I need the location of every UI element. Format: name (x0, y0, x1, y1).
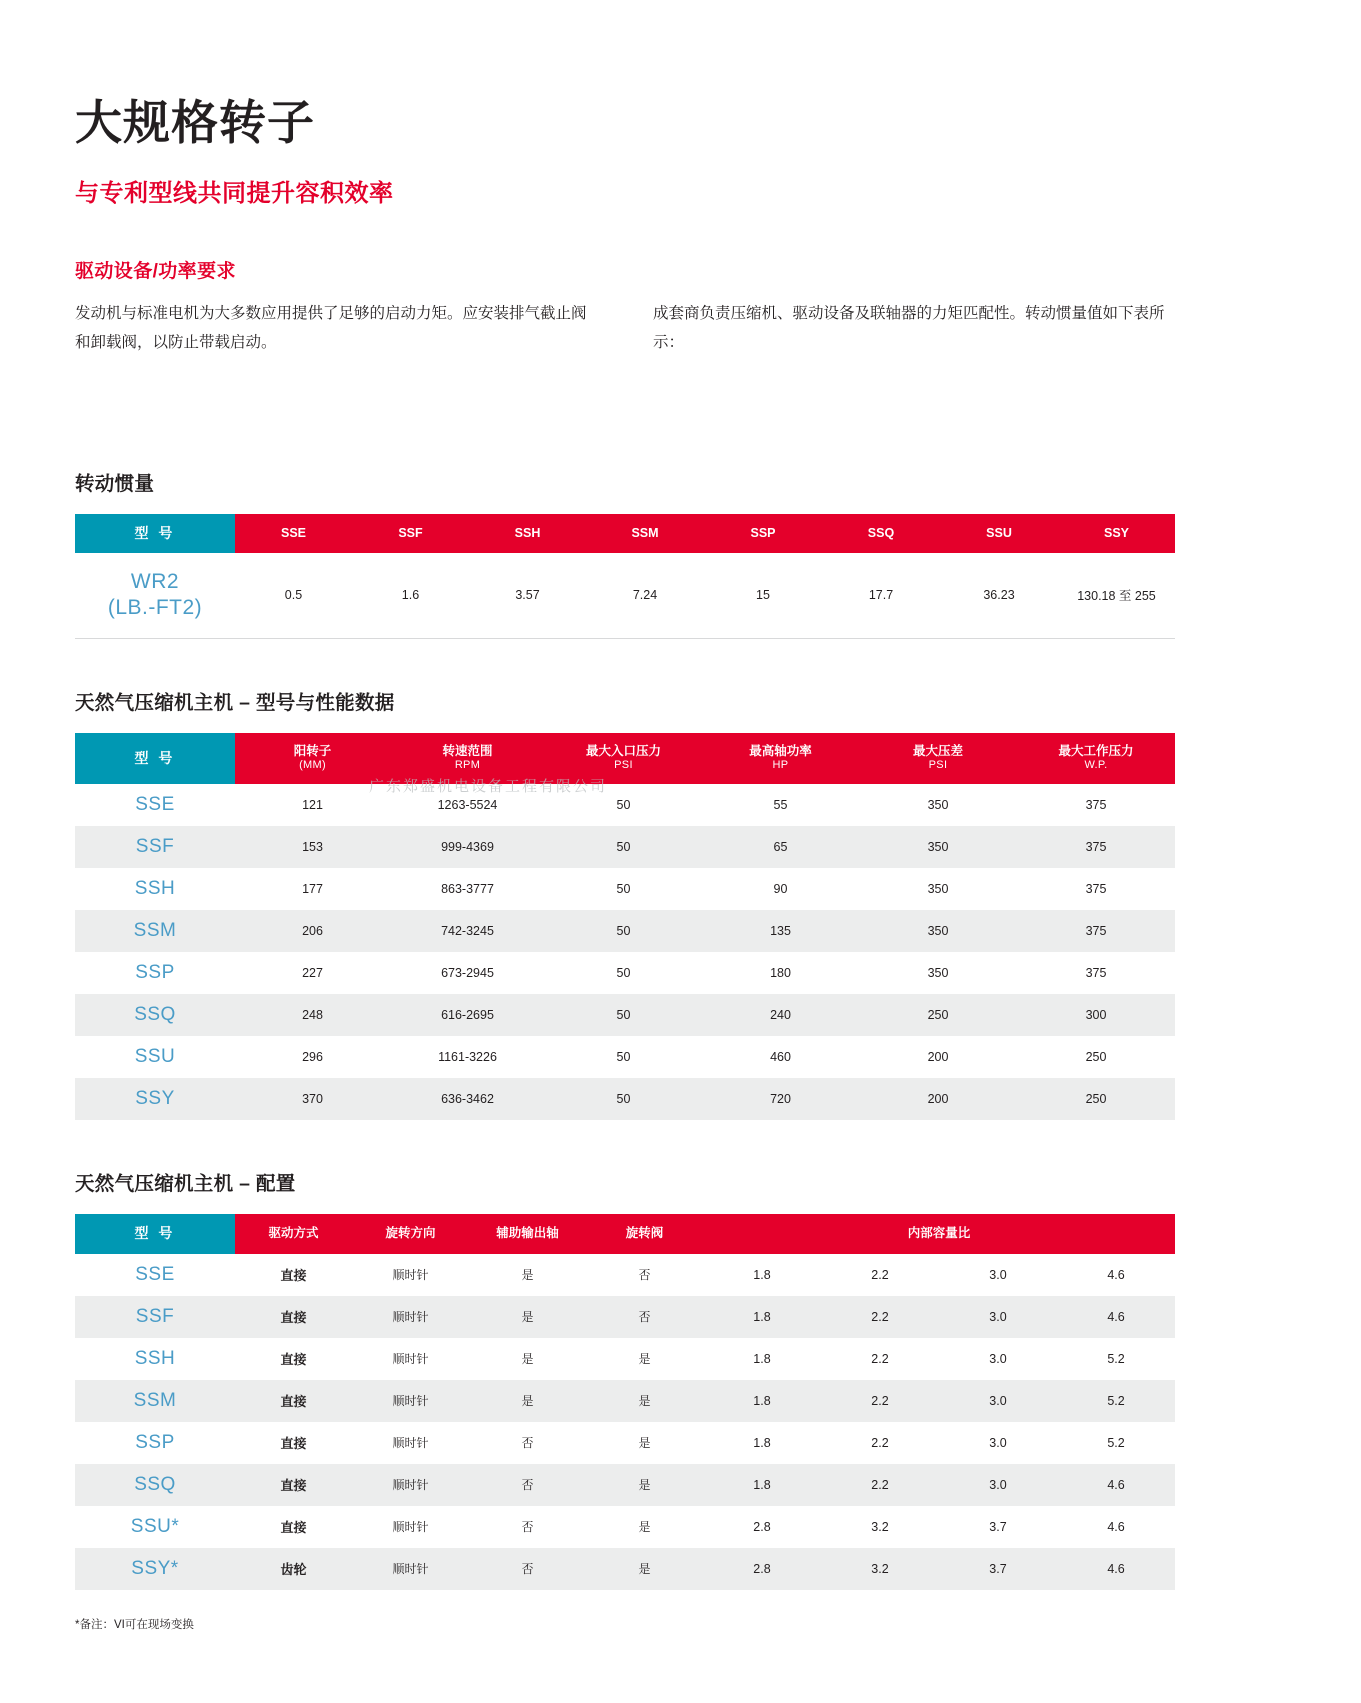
performance-header-model: 型 号 (75, 733, 235, 784)
performance-header-dp-main: 最大压差 (912, 743, 963, 758)
performance-cell-speed: 673-2945 (441, 966, 494, 981)
table-row (75, 784, 1175, 826)
config-cell-rotation: 顺时针 (392, 1268, 429, 1283)
page-title: 大规格转子 (75, 96, 315, 149)
config-cell-vi-4: 5.2 (1057, 1380, 1175, 1422)
config-cell-vi-4: 4.6 (1107, 1519, 1125, 1534)
performance-header-inlet-main: 最大入口压力 (585, 743, 661, 758)
performance-cell-power: 460 (770, 1050, 791, 1065)
performance-header-rotor (235, 733, 390, 784)
performance-cell-inlet: 50 (545, 910, 702, 952)
inertia-header-ssf: SSF (352, 514, 469, 554)
paragraph-left: 发动机与标准电机为大多数应用提供了足够的启动力矩。应安装排气截止阀和卸载阀，以防止带载启动。 (75, 305, 587, 352)
performance-cell-rotor: 370 (235, 1078, 390, 1120)
inertia-row-label-line1: WR2 (130, 570, 180, 594)
table-row (75, 1338, 1175, 1380)
performance-cell-power: 135 (702, 910, 859, 952)
config-cell-vi-3: 3.0 (989, 1435, 1007, 1450)
config-cell-rotation: 顺时针 (352, 1464, 469, 1506)
config-cell-vi-3: 3.0 (939, 1296, 1057, 1338)
config-cell-rotation: 顺时针 (392, 1352, 429, 1367)
performance-header-power-main: 最高轴功率 (749, 743, 812, 758)
inertia-table (75, 514, 1175, 639)
table-row (75, 994, 1175, 1036)
config-model: SSP (135, 1431, 175, 1453)
config-cell-drive: 直接 (280, 1436, 307, 1452)
performance-model: SSE (135, 794, 175, 816)
performance-model: SSF (75, 826, 235, 868)
performance-cell-dp: 200 (859, 1078, 1017, 1120)
inertia-header-ssy: SSY (1058, 514, 1175, 554)
table-row (75, 1036, 1175, 1078)
table-row (75, 553, 1175, 638)
config-cell-aux-shaft: 是 (469, 1296, 586, 1338)
intro-paragraphs (75, 283, 1175, 357)
config-cell-vi-3: 3.0 (939, 1380, 1057, 1422)
config-cell-drive: 直接 (235, 1296, 352, 1338)
config-cell-aux-shaft: 是 (521, 1268, 534, 1283)
config-cell-vi-2: 3.2 (871, 1519, 889, 1534)
inertia-row-label (75, 553, 235, 638)
config-cell-drive: 直接 (235, 1464, 352, 1506)
performance-cell-power: 90 (773, 882, 788, 897)
inertia-header-sse: SSE (235, 514, 352, 554)
performance-cell-wp: 375 (1017, 910, 1175, 952)
performance-cell-dp: 250 (859, 994, 1017, 1036)
performance-cell-power: 180 (770, 966, 791, 981)
config-cell-rotation: 顺时针 (352, 1548, 469, 1590)
performance-cell-power: 65 (702, 826, 859, 868)
config-cell-vi-1: 1.8 (753, 1435, 771, 1450)
config-cell-vi-1: 1.8 (703, 1296, 821, 1338)
performance-model: SSU (134, 1046, 176, 1068)
config-cell-vi-4: 4.6 (1057, 1464, 1175, 1506)
config-cell-vi-4: 4.6 (1057, 1296, 1175, 1338)
config-model: SSH (134, 1347, 176, 1369)
performance-cell-rotor: 153 (235, 826, 390, 868)
performance-cell-speed: 616-2695 (390, 994, 545, 1036)
config-model: SSE (135, 1263, 175, 1285)
performance-cell-inlet: 50 (616, 966, 631, 981)
performance-cell-rotor: 206 (235, 910, 390, 952)
performance-table-title: 天然气压缩机主机 – 型号与性能数据 (75, 691, 395, 714)
config-cell-vi-4: 5.2 (1107, 1351, 1125, 1366)
config-cell-aux-shaft: 否 (469, 1464, 586, 1506)
table-row (75, 1464, 1175, 1506)
performance-cell-rotor: 121 (302, 798, 323, 813)
performance-header-row (75, 733, 1175, 784)
performance-cell-speed: 1161-3226 (438, 1050, 497, 1065)
performance-header-rotor-main: 阳转子 (293, 743, 332, 758)
performance-cell-rotor: 227 (302, 966, 323, 981)
inertia-header-ssu: SSU (940, 514, 1058, 554)
config-table-wrap (75, 1214, 1175, 1590)
config-cell-vi-1: 2.8 (753, 1519, 771, 1534)
performance-cell-wp: 300 (1017, 994, 1175, 1036)
performance-header-inlet (545, 733, 702, 784)
config-model: SSU* (130, 1515, 180, 1537)
performance-model: SSQ (75, 994, 235, 1036)
config-cell-vi-1: 1.8 (753, 1351, 771, 1366)
performance-table (75, 733, 1175, 1120)
table-row (75, 1296, 1175, 1338)
table-row (75, 910, 1175, 952)
performance-cell-inlet: 50 (616, 1050, 631, 1065)
table-row (75, 826, 1175, 868)
performance-table-wrap (75, 733, 1175, 1120)
config-cell-aux-shaft: 是 (521, 1352, 534, 1367)
config-header-model: 型 号 (75, 1214, 235, 1254)
page-content (75, 0, 1175, 1632)
section-heading-drive: 驱动设备/功率要求 (75, 261, 236, 283)
performance-header-wp (1017, 733, 1175, 784)
performance-header-speed-main: 转速范围 (442, 743, 493, 758)
performance-header-wp-sub: W.P. (1084, 759, 1108, 772)
performance-cell-rotor: 296 (302, 1050, 323, 1065)
watermark: 广东郑盛机电设备工程有限公司 (368, 778, 607, 795)
config-cell-vi-3: 3.0 (989, 1267, 1007, 1282)
config-cell-vi-3: 3.7 (989, 1519, 1007, 1534)
config-cell-rotary-valve: 否 (638, 1268, 651, 1283)
performance-header-power-sub: HP (772, 759, 789, 772)
performance-cell-speed: 636-3462 (390, 1078, 545, 1120)
performance-cell-speed: 1263-5524 (437, 798, 498, 813)
config-table-title: 天然气压缩机主机 – 配置 (75, 1173, 296, 1196)
performance-cell-dp: 350 (927, 966, 949, 981)
inertia-row-label-line2: (LB.-FT2) (107, 596, 203, 620)
performance-cell-speed: 999-4369 (390, 826, 545, 868)
config-model: SSM (75, 1380, 235, 1422)
performance-header-dp-sub: PSI (928, 759, 948, 772)
performance-header-inlet-sub: PSI (614, 759, 633, 772)
config-cell-rotation: 顺时针 (392, 1520, 429, 1535)
config-cell-vi-3: 3.0 (989, 1351, 1007, 1366)
performance-cell-wp: 375 (1085, 966, 1107, 981)
config-header-rotary-valve: 旋转阀 (586, 1214, 703, 1254)
table-row (75, 1380, 1175, 1422)
performance-cell-inlet: 50 (545, 994, 702, 1036)
page-subtitle: 与专利型线共同提升容积效率 (75, 180, 394, 208)
config-cell-vi-1: 1.8 (703, 1464, 821, 1506)
config-cell-aux-shaft: 否 (521, 1436, 534, 1451)
performance-cell-inlet: 50 (616, 882, 631, 897)
config-cell-rotation: 顺时针 (392, 1436, 429, 1451)
performance-cell-speed: 742-3245 (390, 910, 545, 952)
config-cell-rotary-valve: 是 (586, 1464, 703, 1506)
config-cell-vi-2: 2.2 (871, 1435, 889, 1450)
performance-header-wp-main: 最大工作压力 (1058, 743, 1134, 758)
config-cell-vi-1: 1.8 (753, 1267, 771, 1282)
inertia-value-ssf: 1.6 (401, 588, 420, 603)
inertia-header-ssm: SSM (586, 514, 704, 554)
performance-header-speed (390, 733, 545, 784)
config-cell-vi-2: 2.2 (821, 1380, 939, 1422)
config-cell-vi-1: 2.8 (703, 1548, 821, 1590)
inertia-value-ssu: 36.23 (983, 588, 1015, 603)
performance-cell-power: 55 (773, 798, 788, 813)
performance-cell-wp: 250 (1017, 1078, 1175, 1120)
inertia-header-ssh: SSH (469, 514, 586, 554)
table-row (75, 952, 1175, 994)
config-cell-rotary-valve: 是 (638, 1436, 651, 1451)
inertia-value-ssh: 3.57 (515, 588, 540, 603)
config-cell-vi-4: 4.6 (1057, 1548, 1175, 1590)
performance-cell-dp: 200 (927, 1050, 949, 1065)
config-header-aux-shaft: 辅助输出轴 (469, 1214, 586, 1254)
inertia-value-ssy: 130.18 至 255 (1077, 589, 1156, 604)
performance-header-dp (859, 733, 1017, 784)
inertia-value-sse: 0.5 (284, 588, 303, 603)
config-model: SSY* (75, 1548, 235, 1590)
config-table-footnote: *备注：VI可在现场变换 (75, 1618, 194, 1631)
performance-header-power (702, 733, 859, 784)
config-cell-aux-shaft: 否 (521, 1520, 534, 1535)
config-cell-aux-shaft: 否 (469, 1548, 586, 1590)
config-header-volume-ratio: 内部容量比 (703, 1214, 1175, 1254)
config-cell-vi-3: 3.7 (939, 1548, 1057, 1590)
config-cell-aux-shaft: 是 (469, 1380, 586, 1422)
config-model: SSQ (75, 1464, 235, 1506)
performance-cell-power: 720 (702, 1078, 859, 1120)
inertia-header-model: 型 号 (75, 514, 235, 554)
performance-cell-inlet: 50 (545, 826, 702, 868)
performance-cell-wp: 375 (1017, 826, 1175, 868)
config-cell-rotary-valve: 是 (638, 1352, 651, 1367)
config-cell-drive: 齿轮 (235, 1548, 352, 1590)
paragraph-right: 成套商负责压缩机、驱动设备及联轴器的力矩匹配性。转动惯量值如下表所示： (653, 305, 1165, 352)
performance-cell-dp: 350 (927, 798, 949, 813)
config-cell-vi-2: 2.2 (871, 1267, 889, 1282)
inertia-value-ssm: 7.24 (632, 588, 658, 603)
table-row (75, 1422, 1175, 1464)
performance-cell-dp: 350 (927, 882, 949, 897)
config-header-drive: 驱动方式 (235, 1214, 352, 1254)
config-cell-vi-4: 4.6 (1107, 1267, 1125, 1282)
performance-cell-inlet: 50 (616, 798, 631, 813)
performance-header-speed-sub: RPM (454, 759, 481, 772)
inertia-header-ssp: SSP (704, 514, 822, 554)
config-cell-vi-2: 2.2 (871, 1351, 889, 1366)
performance-cell-rotor: 177 (302, 882, 323, 897)
config-cell-rotation: 顺时针 (352, 1380, 469, 1422)
inertia-value-ssp: 15 (756, 588, 770, 603)
performance-model: SSY (75, 1078, 235, 1120)
config-cell-rotary-valve: 是 (586, 1380, 703, 1422)
config-header-rotation: 旋转方向 (352, 1214, 469, 1254)
inertia-table-title: 转动惯量 (75, 472, 155, 495)
inertia-header-row (75, 514, 1175, 554)
table-row (75, 1078, 1175, 1120)
config-cell-vi-2: 2.2 (821, 1464, 939, 1506)
config-model: SSF (75, 1296, 235, 1338)
performance-cell-inlet: 50 (545, 1078, 702, 1120)
config-cell-vi-2: 2.2 (821, 1296, 939, 1338)
performance-header-rotor-sub: (MM) (299, 759, 326, 772)
inertia-value-ssq: 17.7 (868, 588, 894, 603)
performance-cell-power: 240 (702, 994, 859, 1036)
config-cell-vi-3: 3.0 (939, 1464, 1057, 1506)
performance-model: SSP (135, 962, 175, 984)
performance-cell-dp: 350 (859, 910, 1017, 952)
performance-model: SSM (75, 910, 235, 952)
config-cell-drive: 直接 (280, 1520, 307, 1536)
table-row (75, 868, 1175, 910)
performance-cell-wp: 250 (1085, 1050, 1107, 1065)
inertia-header-ssq: SSQ (822, 514, 940, 554)
config-cell-vi-2: 3.2 (821, 1548, 939, 1590)
performance-cell-wp: 375 (1085, 882, 1107, 897)
table-row (75, 1548, 1175, 1590)
config-cell-rotary-valve: 否 (586, 1296, 703, 1338)
performance-cell-wp: 375 (1085, 798, 1107, 813)
config-cell-drive: 直接 (280, 1268, 307, 1284)
performance-model: SSH (134, 878, 176, 900)
config-cell-rotary-valve: 是 (638, 1520, 651, 1535)
config-cell-vi-4: 5.2 (1107, 1435, 1125, 1450)
config-cell-rotation: 顺时针 (352, 1296, 469, 1338)
config-cell-drive: 直接 (235, 1380, 352, 1422)
config-table (75, 1214, 1175, 1590)
inertia-table-wrap (75, 514, 1175, 639)
performance-cell-rotor: 248 (235, 994, 390, 1036)
performance-cell-speed: 863-3777 (441, 882, 494, 897)
config-header-row (75, 1214, 1175, 1254)
config-cell-rotary-valve: 是 (586, 1548, 703, 1590)
table-row (75, 1506, 1175, 1548)
config-cell-drive: 直接 (280, 1352, 307, 1368)
table-row (75, 1254, 1175, 1296)
performance-cell-dp: 350 (859, 826, 1017, 868)
config-cell-vi-1: 1.8 (703, 1380, 821, 1422)
